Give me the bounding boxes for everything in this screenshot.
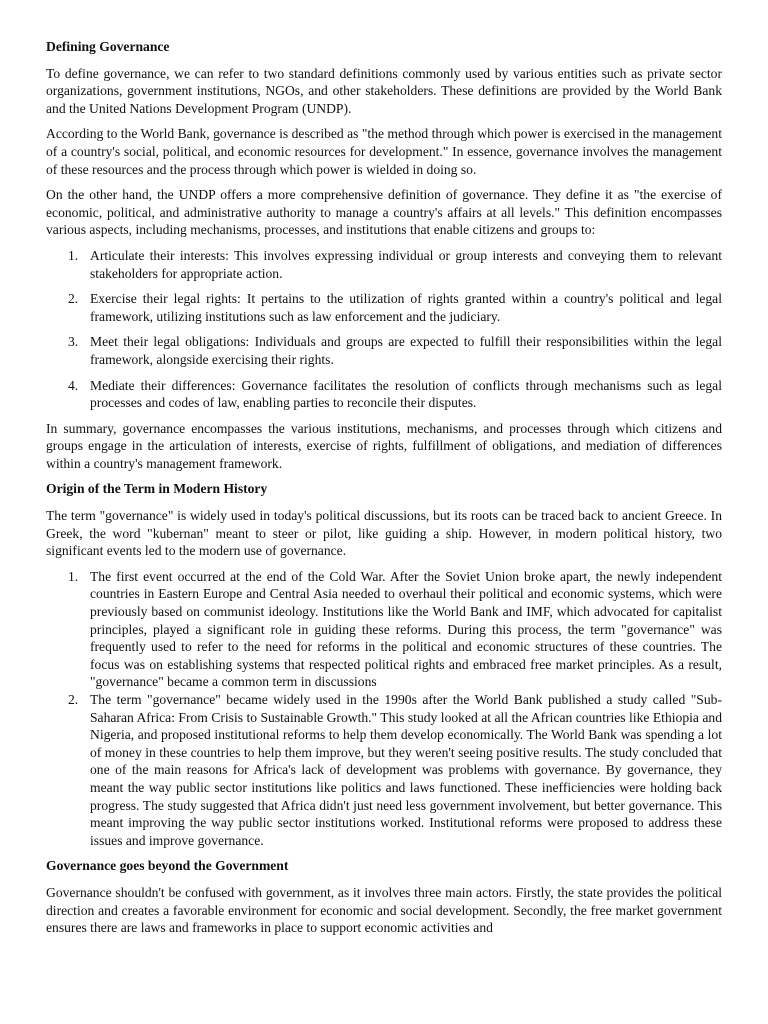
section-heading: Origin of the Term in Modern History bbox=[46, 481, 268, 497]
list-item bbox=[46, 290, 722, 325]
list-number: 2. bbox=[68, 692, 79, 707]
list-number: 1. bbox=[68, 247, 79, 263]
list-number: 4. bbox=[68, 377, 79, 393]
paragraph: On the other hand, the UNDP offers a more comprehensive definition of governance. They define it as "the exercise of economic, political, and administrative authority to manage a country's affairs at all levels." This definition encompasses various aspects, including mechanisms, processes, and institutions that enable citizens and groups to: bbox=[46, 187, 722, 238]
list-item bbox=[46, 568, 722, 691]
list-text: The term "governance" became widely used in the 1990s after the World Bank published a study called "Sub-Saharan Africa: From Crisis to Sustainable Growth." This study looked at all the African countries like Ethiopia and Nigeria, and proposed institutional reforms to help them develop economically. The World Bank was spending a lot of money in these countries to help them improve, but they weren't seeing positive results. The study concluded that one of the main reasons for Africa's lack of development was problems with governance. By governance, they meant the way public sector institutions like politics and laws functioned. These inefficiencies were holding back progress. The study suggested that Africa didn't just need less government involvement, but better governance. This meant improving the way public sector institutions worked. Institutional reforms were proposed to address these issues and improve governance. bbox=[90, 692, 722, 848]
list-text: Mediate their differences: Governance facilitates the resolution of conflicts through mechanisms such as legal processes and codes of law, enabling parties to reconcile their disputes. bbox=[90, 377, 722, 411]
list-item bbox=[46, 691, 722, 849]
section-heading: Governance goes beyond the Government bbox=[46, 858, 289, 874]
paragraph: The term "governance" is widely used in today's political discussions, but its roots can be traced back to ancient Greece. In Greek, the word "kubernan" meant to steer or pilot, like guiding a ship. However, in modern political history, two significant events led to the modern use of governance. bbox=[46, 508, 722, 559]
section-heading: Defining Governance bbox=[46, 39, 170, 54]
paragraph: To define governance, we can refer to two standard definitions commonly used by various entities such as private sector organizations, government institutions, NGOs, and other stakeholders. These definitions are provided by the World Bank and the United Nations Development Program (UNDP). bbox=[46, 65, 722, 116]
list-number: 2. bbox=[68, 291, 79, 307]
paragraph: According to the World Bank, governance is described as "the method through which power is exercised in the management of a country's social, political, and economic resources for development." In essence, governance involves the management of these resources and the process through which power is wielded in doing so. bbox=[46, 126, 722, 177]
list-number: 1. bbox=[68, 568, 79, 584]
numbered-list bbox=[46, 568, 722, 850]
list-text: Articulate their interests: This involves expressing individual or group interests and conveying them to relevant stakeholders for appropriate action. bbox=[90, 247, 722, 281]
list-text: Exercise their legal rights: It pertains to the utilization of rights granted within a country's political and legal framework, utilizing institutions such as law enforcement and the judiciary. bbox=[90, 291, 722, 324]
list-item bbox=[46, 333, 722, 368]
numbered-list bbox=[46, 247, 722, 412]
list-number: 3. bbox=[68, 334, 79, 350]
list-item bbox=[46, 247, 722, 282]
paragraph: Governance shouldn't be confused with government, as it involves three main actors. Firstly, the state provides the political direction and creates a favorable environment for economic and social development. Secondly, the free market government ensures there are laws and frameworks in place to support economic activities and bbox=[46, 884, 722, 936]
summary-paragraph: In summary, governance encompasses the various institutions, mechanisms, and processes through which citizens and groups engage in the articulation of interests, exercise of rights, fulfillment of obligations, and mediation of differences within a country's management framework. bbox=[46, 420, 722, 471]
list-item bbox=[46, 377, 722, 412]
document-page bbox=[46, 38, 722, 945]
list-text: Meet their legal obligations: Individuals and groups are expected to fulfill their responsibilities within the legal framework, alongside exercising their rights. bbox=[90, 334, 722, 367]
list-text: The first event occurred at the end of the Cold War. After the Soviet Union broke apart, the newly independent countries in Eastern Europe and Central Asia needed to overhaul their political and economic systems, which were previously based on communist ideology. Institutions like the World Bank and IMF, which advocated for capitalist principles, played a significant role in guiding these reforms. During this process, the term "governance" was frequently used to refer to the need for reforms in the political and economic structures of these countries. The focus was on establishing systems that respected political rights and embraced free market principles. As a result, "governance" became a common term in discussions bbox=[90, 568, 722, 690]
